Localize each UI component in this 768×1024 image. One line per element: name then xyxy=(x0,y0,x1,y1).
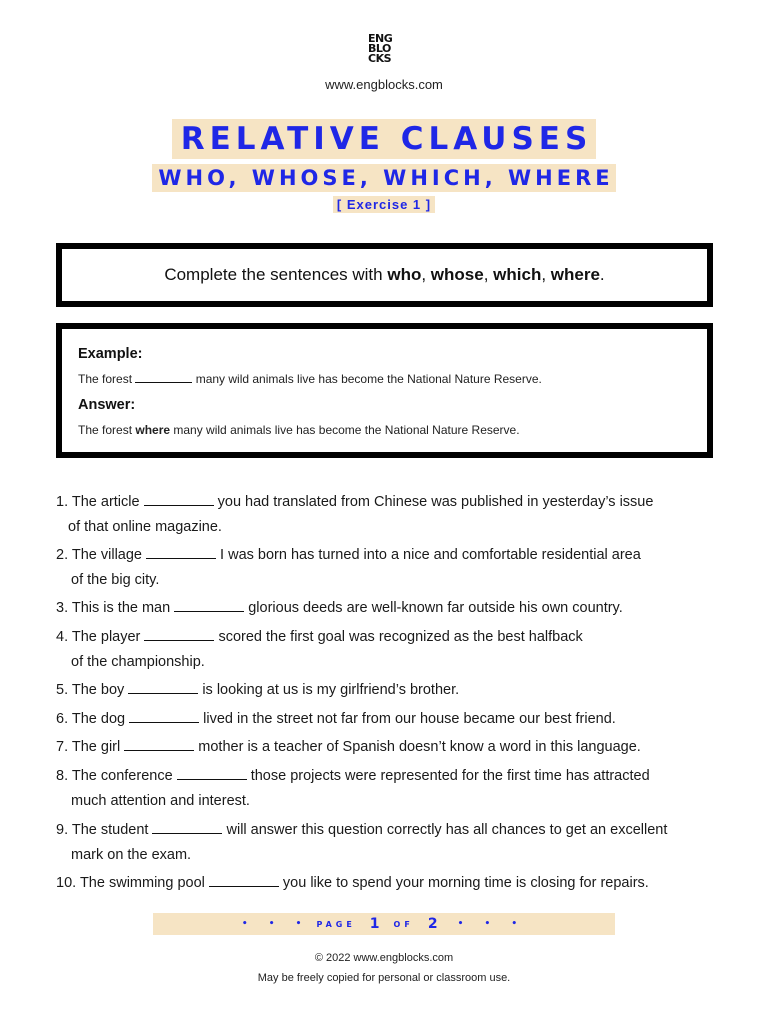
pager-total: 2 xyxy=(427,916,438,932)
question-item: 1. The article you had translated from Chinese was published in yesterday’s issue of that online magazine. xyxy=(56,494,654,535)
answer-blank[interactable] xyxy=(146,546,216,559)
answer-blank[interactable] xyxy=(209,874,279,887)
question-item: 5. The boy is looking at us is my girlfriend’s brother. xyxy=(56,682,460,698)
answer-blank[interactable] xyxy=(177,767,247,780)
question-item: 9. The student will answer this question correctly has all chances to get an excellent mark on the exam. xyxy=(56,822,668,863)
answer-blank[interactable] xyxy=(144,628,214,641)
answer-blank[interactable] xyxy=(128,681,198,694)
answer-label: Answer: xyxy=(78,397,136,413)
page-subtitle: WHO, WHOSE, WHICH, WHERE xyxy=(152,164,615,192)
instruction-box xyxy=(56,243,713,307)
footer-copyright: © 2022 www.engblocks.com xyxy=(314,952,454,964)
question-item: 8. The conference those projects were represented for the first time has attracted much attention and interest. xyxy=(56,768,650,809)
pager-dots-right: • • • xyxy=(457,919,527,929)
page-title: RELATIVE CLAUSES xyxy=(172,119,597,159)
question-item: 6. The dog lived in the street not far from our house became our best friend. xyxy=(56,711,616,727)
answer-blank[interactable] xyxy=(124,738,194,751)
pager-page-word: PAGE xyxy=(316,919,356,929)
exercise-label: [ Exercise 1 ] xyxy=(333,196,435,213)
engblocks-logo: ENG BLO CKS xyxy=(368,32,393,65)
answer-blank[interactable] xyxy=(174,599,244,612)
footer-note: May be freely copied for personal or classroom use. xyxy=(257,972,511,984)
question-item: 2. The village I was born has turned into a nice and comfortable residential area of the big city. xyxy=(56,547,641,588)
pager-dots-left: • • • xyxy=(241,919,311,929)
pager-current: 1 xyxy=(369,916,380,932)
pager-of-word: OF xyxy=(393,919,414,929)
question-item: 10. The swimming pool you like to spend your morning time is closing for repairs. xyxy=(56,875,649,891)
question-item: 7. The girl mother is a teacher of Spanish doesn’t know a word in this language. xyxy=(56,739,641,755)
example-label: Example: xyxy=(78,346,143,362)
answer-blank[interactable] xyxy=(129,710,199,723)
example-blank xyxy=(135,373,192,383)
answer-blank[interactable] xyxy=(152,821,222,834)
example-box xyxy=(56,323,713,458)
instruction-text: Complete the sentences with who, whose, which, where. xyxy=(164,265,605,284)
question-item: 4. The player scored the first goal was recognized as the best halfback of the championship. xyxy=(56,629,583,670)
question-item: 3. This is the man glorious deeds are well-known far outside his own country. xyxy=(56,600,623,616)
example-sentence: The forest many wild animals live has become the National Nature Reserve. xyxy=(78,372,542,386)
page-indicator xyxy=(153,913,615,935)
answer-sentence: The forest where many wild animals live has become the National Nature Reserve. xyxy=(78,423,520,437)
answer-blank[interactable] xyxy=(144,493,214,506)
site-url[interactable]: www.engblocks.com xyxy=(325,77,443,92)
